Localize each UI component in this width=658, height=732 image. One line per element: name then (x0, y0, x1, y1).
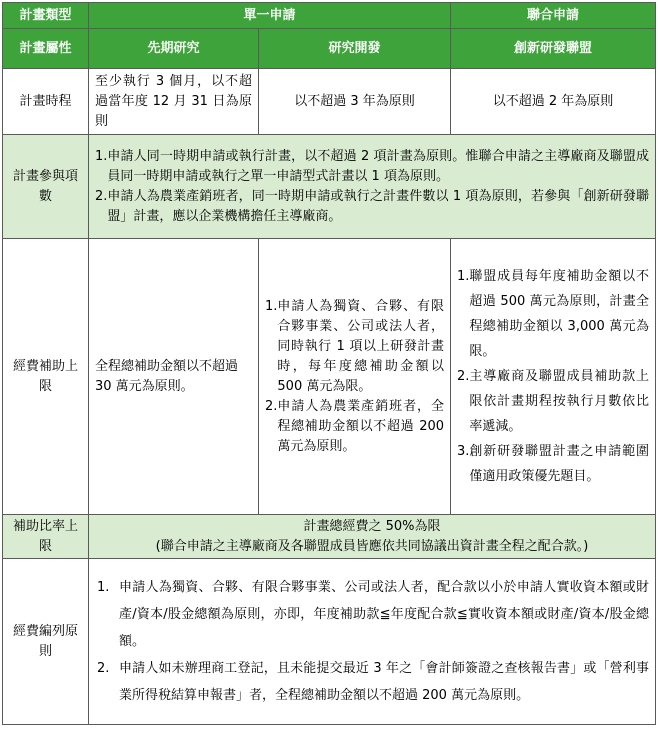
budget-item: 2. 申請人如未辦理商工登記，且未能提交最近 3 年之「會計師簽證之查核報告書」或「營利事業所得稅結算申報書」者，全程總補助金額以不超過 200 萬元為原則。 (97, 661, 650, 703)
subsidy-alliance-item: 2. 主導廠商及聯盟成員補助款上限依計畫期程按執行月數依比率遞減。 (457, 369, 650, 434)
ratio-row (3, 515, 656, 559)
prelim-header: 先期研究 (89, 29, 259, 69)
header-row-attr (3, 29, 656, 69)
budget-label: 經費編列原則 (3, 559, 89, 725)
subsidy-alliance (451, 239, 656, 515)
budget-item: 1. 申請人為獨資、合夥、有限合夥事業、公司或法人者，配合款以小於申請人實收資本額或財產/資本/股金總額為原則，亦即，年度補助款≦年度配合款≦實收資本額或財產/資本/股金總額。 (97, 580, 650, 649)
ratio-line2: (聯合申請之主導廠商及各聯盟成員皆應依共同協議出資計畫全程之配合款。) (155, 538, 589, 554)
budget-row (3, 559, 656, 725)
subsidy-prelim: 全程總補助金額以不超過 30 萬元為原則。 (89, 239, 259, 515)
plan-table (2, 2, 656, 725)
single-application-header: 單一申請 (89, 3, 451, 29)
duration-row (3, 69, 656, 135)
attr-label: 計畫屬性 (3, 29, 89, 69)
rnd-header: 研究開發 (259, 29, 451, 69)
header-row-type (3, 3, 656, 29)
ratio-label: 補助比率上限 (3, 515, 89, 559)
subsidy-alliance-item: 1. 聯盟成員每年度補助金額以不超過 500 萬元為原則，計畫全程總補助金額以 3,000 萬元為限。 (457, 269, 650, 359)
budget-content (89, 559, 656, 725)
subsidy-rnd-item: 1. 申請人為獨資、合夥、有限合夥事業、公司或法人者，同時執行 1 項以上研發計畫時，每年度總補助金額以 500 萬元為限。 (265, 298, 445, 394)
ratio-line1: 計畫總經費之 50%為限 (303, 518, 441, 534)
count-item: 1. 申請人同一時期申請或執行計畫，以不超過 2 項計畫為原則。惟聯合申請之主導廠商及聯盟成員同一時期申請或執行之單一申請型式計畫以 1 項為原則。 (95, 148, 650, 184)
duration-rnd: 以不超過 3 年為原則 (259, 69, 451, 135)
joint-application-header: 聯合申請 (451, 3, 656, 29)
subsidy-row (3, 239, 656, 515)
duration-prelim: 至少執行 3 個月，以不超過當年度 12 月 31 日為原則 (89, 69, 259, 135)
count-label: 計畫參與項數 (3, 135, 89, 239)
count-row (3, 135, 656, 239)
subsidy-label: 經費補助上限 (3, 239, 89, 515)
subsidy-rnd-item: 2. 申請人為農業產銷班者，全程總補助金額以不超過 200 萬元為原則。 (265, 398, 445, 454)
subsidy-alliance-item: 3. 創新研發聯盟計畫之申請範圍僅適用政策優先題目。 (457, 444, 650, 484)
alliance-header: 創新研發聯盟 (451, 29, 656, 69)
count-item: 2. 申請人為農業產銷班者，同一時期申請或執行之計畫件數以 1 項為原則，若參與「創新研發聯盟」計畫，應以企業機構擔任主導廠商。 (95, 188, 650, 224)
duration-label: 計畫時程 (3, 69, 89, 135)
subsidy-rnd (259, 239, 451, 515)
type-label: 計畫類型 (3, 3, 89, 29)
ratio-content (89, 515, 656, 559)
count-content (89, 135, 656, 239)
duration-alliance: 以不超過 2 年為原則 (451, 69, 656, 135)
